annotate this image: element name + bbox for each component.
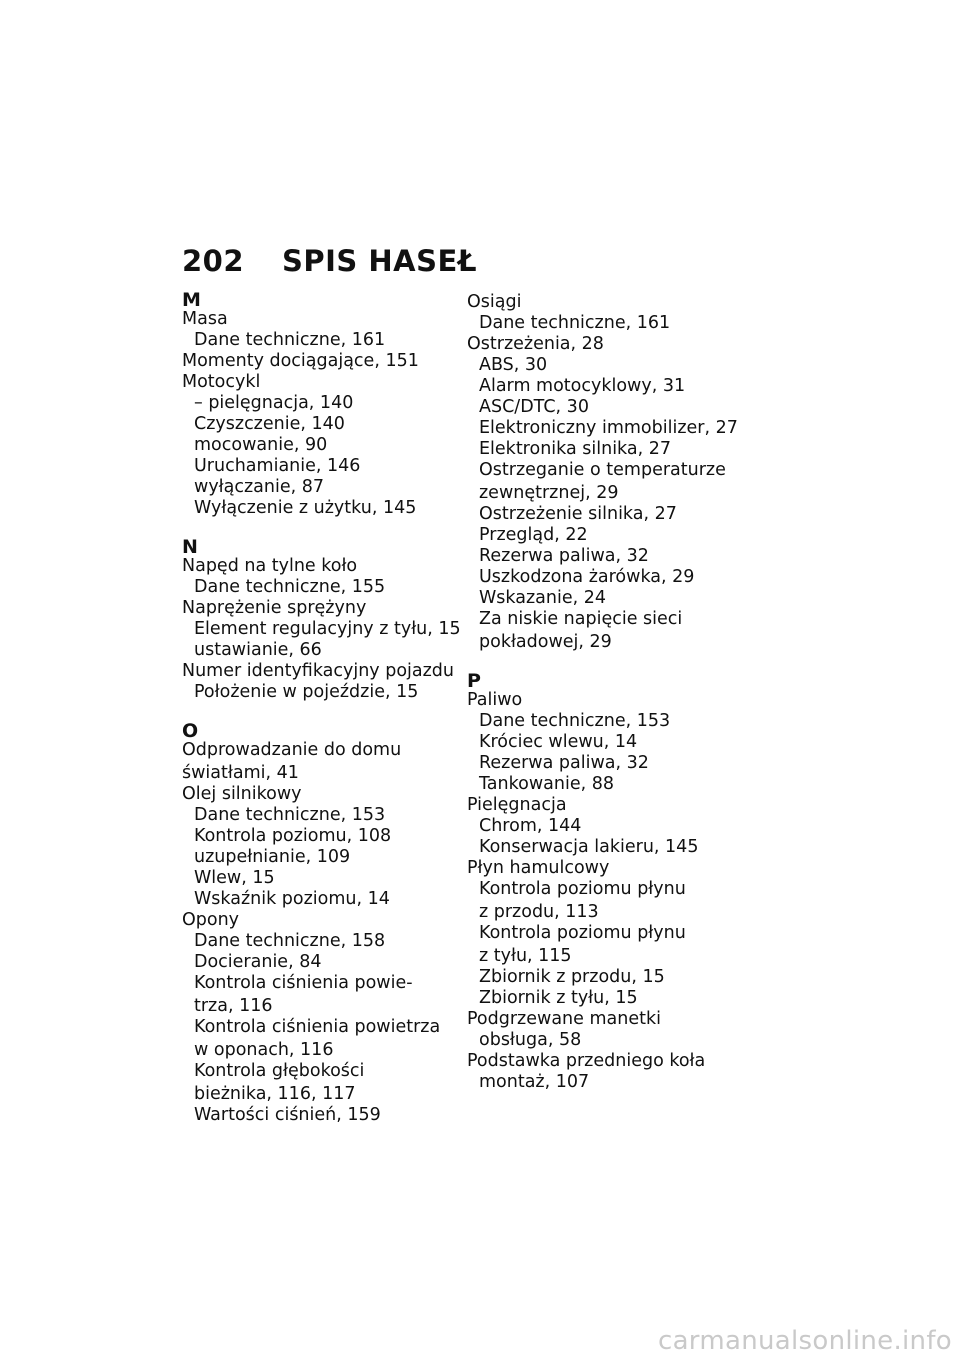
index-subentry (182, 619, 482, 640)
index-term-text: Motocykl (182, 372, 261, 392)
index-subentry-text: Ostrzeganie o temperaturze (479, 460, 726, 480)
index-subentry-text: Położenie w pojeździe, 15 (194, 682, 419, 702)
index-subentry (182, 1017, 482, 1061)
section-letter: M (182, 289, 201, 311)
index-term (182, 351, 482, 372)
index-section (467, 670, 767, 1093)
index-subentry (182, 330, 482, 351)
index-subentry-continuation: trza, 116 (194, 996, 273, 1016)
index-subentry-text: Za niskie napięcie sieci (479, 609, 683, 629)
index-subentry-text: Rezerwa paliwa, 32 (479, 753, 649, 773)
index-subentry-text: Chrom, 144 (479, 816, 582, 836)
index-subentry-continuation: bieżnika, 116, 117 (194, 1084, 356, 1104)
index-section (182, 289, 482, 519)
index-subentry (182, 1061, 482, 1105)
index-subentry (467, 774, 767, 795)
index-subentry-text: Wskazanie, 24 (479, 588, 606, 608)
index-subentry-continuation: w oponach, 116 (194, 1040, 334, 1060)
index-term (182, 661, 482, 682)
index-subentry-text: Elektroniczny immobilizer, 27 (479, 418, 738, 438)
index-subentry-text: Uszkodzona żarówka, 29 (479, 567, 695, 587)
index-subentry-continuation: zewnętrznej, 29 (479, 483, 619, 503)
index-subentry-text: Uruchamianie, 146 (194, 456, 361, 476)
index-subentry-text: Kontrola głębokości (194, 1061, 365, 1081)
index-subentry (467, 711, 767, 732)
index-column-right (467, 292, 767, 1093)
index-subentry (467, 525, 767, 546)
index-subentry (467, 355, 767, 376)
index-subentry (467, 967, 767, 988)
index-subentry-text: Dane techniczne, 158 (194, 931, 386, 951)
index-subentry-text: Zbiornik z tyłu, 15 (479, 988, 638, 1008)
index-subentry-text: Wskaźnik poziomu, 14 (194, 889, 390, 909)
index-subentry-text: Wlew, 15 (194, 868, 275, 888)
index-subentry (467, 546, 767, 567)
index-term (467, 690, 767, 711)
index-subentry-text: Dane techniczne, 155 (194, 577, 386, 597)
index-column-left (182, 289, 482, 1126)
index-subentry (467, 988, 767, 1009)
section-letter: N (182, 536, 198, 558)
index-subentry (467, 1030, 767, 1051)
index-subentry-text: Konserwacja lakieru, 145 (479, 837, 699, 857)
index-subentry (182, 889, 482, 910)
index-subentry (467, 816, 767, 837)
index-subentry (467, 397, 767, 418)
index-subentry (182, 456, 482, 477)
index-term-text: Podgrzewane manetki (467, 1009, 661, 1029)
index-section (182, 536, 482, 703)
index-subentry (467, 609, 767, 653)
index-subentry (182, 393, 482, 414)
index-term (467, 1051, 767, 1072)
index-subentry-text: montaż, 107 (479, 1072, 590, 1092)
index-subentry-text: Wartości ciśnień, 159 (194, 1105, 381, 1125)
index-term-text: Płyn hamulcowy (467, 858, 610, 878)
index-subentry (182, 498, 482, 519)
index-subentry-text: ABS, 30 (479, 355, 548, 375)
index-subentry (182, 952, 482, 973)
index-subentry-text: Czyszczenie, 140 (194, 414, 345, 434)
index-term-text: Naprężenie sprężyny (182, 598, 367, 618)
index-subentry (467, 753, 767, 774)
index-subentry (182, 577, 482, 598)
index-subentry (182, 826, 482, 847)
index-subentry (467, 460, 767, 504)
index-subentry-text: Dane techniczne, 161 (479, 313, 671, 333)
index-subentry-text: Przegląd, 22 (479, 525, 588, 545)
index-term-text: Ostrzeżenia, 28 (467, 334, 604, 354)
index-subentry (182, 931, 482, 952)
index-term (182, 910, 482, 931)
page-header (182, 244, 477, 278)
index-subentry (182, 414, 482, 435)
index-subentry (182, 805, 482, 826)
index-term (182, 598, 482, 619)
index-term-text: Podstawka przedniego koła (467, 1051, 706, 1071)
index-subentry-text: Kontrola ciśnienia powie- (194, 973, 413, 993)
index-subentry-text: Kontrola poziomu, 108 (194, 826, 392, 846)
index-term (467, 334, 767, 355)
index-subentry (467, 376, 767, 397)
index-subentry (467, 837, 767, 858)
index-term (182, 740, 482, 784)
index-term-text: Masa (182, 309, 228, 329)
index-term (182, 372, 482, 393)
index-subentry-text: Kontrola ciśnienia powietrza (194, 1017, 441, 1037)
index-subentry-text: uzupełnianie, 109 (194, 847, 351, 867)
index-subentry (467, 439, 767, 460)
index-term-text: Pielęgnacja (467, 795, 567, 815)
index-subentry-text: ASC/DTC, 30 (479, 397, 589, 417)
index-subentry-text: Docieranie, 84 (194, 952, 322, 972)
index-subentry-text: Tankowanie, 88 (479, 774, 614, 794)
index-subentry (182, 682, 482, 703)
index-subentry (467, 1072, 767, 1093)
index-subentry (467, 504, 767, 525)
section-letter: P (467, 670, 481, 692)
index-term (467, 858, 767, 879)
index-term (467, 1009, 767, 1030)
index-subentry (182, 973, 482, 1017)
index-subentry-text: Dane techniczne, 153 (194, 805, 386, 825)
index-term-text: Momenty dociągające, 151 (182, 351, 419, 371)
index-subentry (182, 435, 482, 456)
index-subentry-text: Element regulacyjny z tyłu, 15 (194, 619, 461, 639)
index-subentry-text: ustawianie, 66 (194, 640, 322, 660)
section-letter: O (182, 720, 199, 742)
index-term-text: Odprowadzanie do domu (182, 740, 402, 760)
index-section (467, 292, 767, 653)
index-subentry-text: wyłączanie, 87 (194, 477, 325, 497)
index-subentry (467, 879, 767, 923)
index-subentry-text: Elektronika silnika, 27 (479, 439, 672, 459)
page-number: 202 (182, 244, 245, 278)
index-subentry-text: Dane techniczne, 161 (194, 330, 386, 350)
index-term-continuation: światłami, 41 (182, 763, 299, 783)
index-term-text: Numer identyfikacyjny pojazdu (182, 661, 455, 681)
watermark: carmanualsonline.info (657, 1326, 952, 1356)
index-term (182, 556, 482, 577)
index-term-text: Olej silnikowy (182, 784, 302, 804)
index-subentry-text: – pielęgnacja, 140 (194, 393, 354, 413)
index-section (182, 720, 482, 1126)
index-subentry-text: Kontrola poziomu płynu (479, 879, 686, 899)
index-subentry-continuation: z tyłu, 115 (479, 946, 572, 966)
index-subentry (467, 732, 767, 753)
index-subentry (182, 847, 482, 868)
index-subentry-text: Wyłączenie z użytku, 145 (194, 498, 417, 518)
index-subentry (467, 567, 767, 588)
index-subentry (182, 477, 482, 498)
index-subentry-text: Króciec wlewu, 14 (479, 732, 638, 752)
index-subentry-text: Rezerwa paliwa, 32 (479, 546, 649, 566)
index-subentry (182, 1105, 482, 1126)
index-term (467, 795, 767, 816)
index-subentry-text: Kontrola poziomu płynu (479, 923, 686, 943)
index-subentry-text: Dane techniczne, 153 (479, 711, 671, 731)
index-term (467, 292, 767, 313)
index-subentry (182, 868, 482, 889)
index-term-text: Paliwo (467, 690, 523, 710)
index-term (182, 309, 482, 330)
index-term-text: Napęd na tylne koło (182, 556, 358, 576)
index-subentry-text: obsługa, 58 (479, 1030, 582, 1050)
index-subentry-text: mocowanie, 90 (194, 435, 328, 455)
index-subentry-continuation: z przodu, 113 (479, 902, 599, 922)
index-subentry-text: Alarm motocyklowy, 31 (479, 376, 686, 396)
page-title: SPIS HASEŁ (282, 244, 477, 278)
index-subentry (467, 923, 767, 967)
index-subentry (467, 588, 767, 609)
index-term-text: Osiągi (467, 292, 522, 312)
index-term-text: Opony (182, 910, 240, 930)
index-subentry-continuation: pokładowej, 29 (479, 632, 612, 652)
index-subentry (467, 418, 767, 439)
index-subentry (467, 313, 767, 334)
index-subentry-text: Ostrzeżenie silnika, 27 (479, 504, 677, 524)
index-subentry-text: Zbiornik z przodu, 15 (479, 967, 665, 987)
index-term (182, 784, 482, 805)
index-subentry (182, 640, 482, 661)
